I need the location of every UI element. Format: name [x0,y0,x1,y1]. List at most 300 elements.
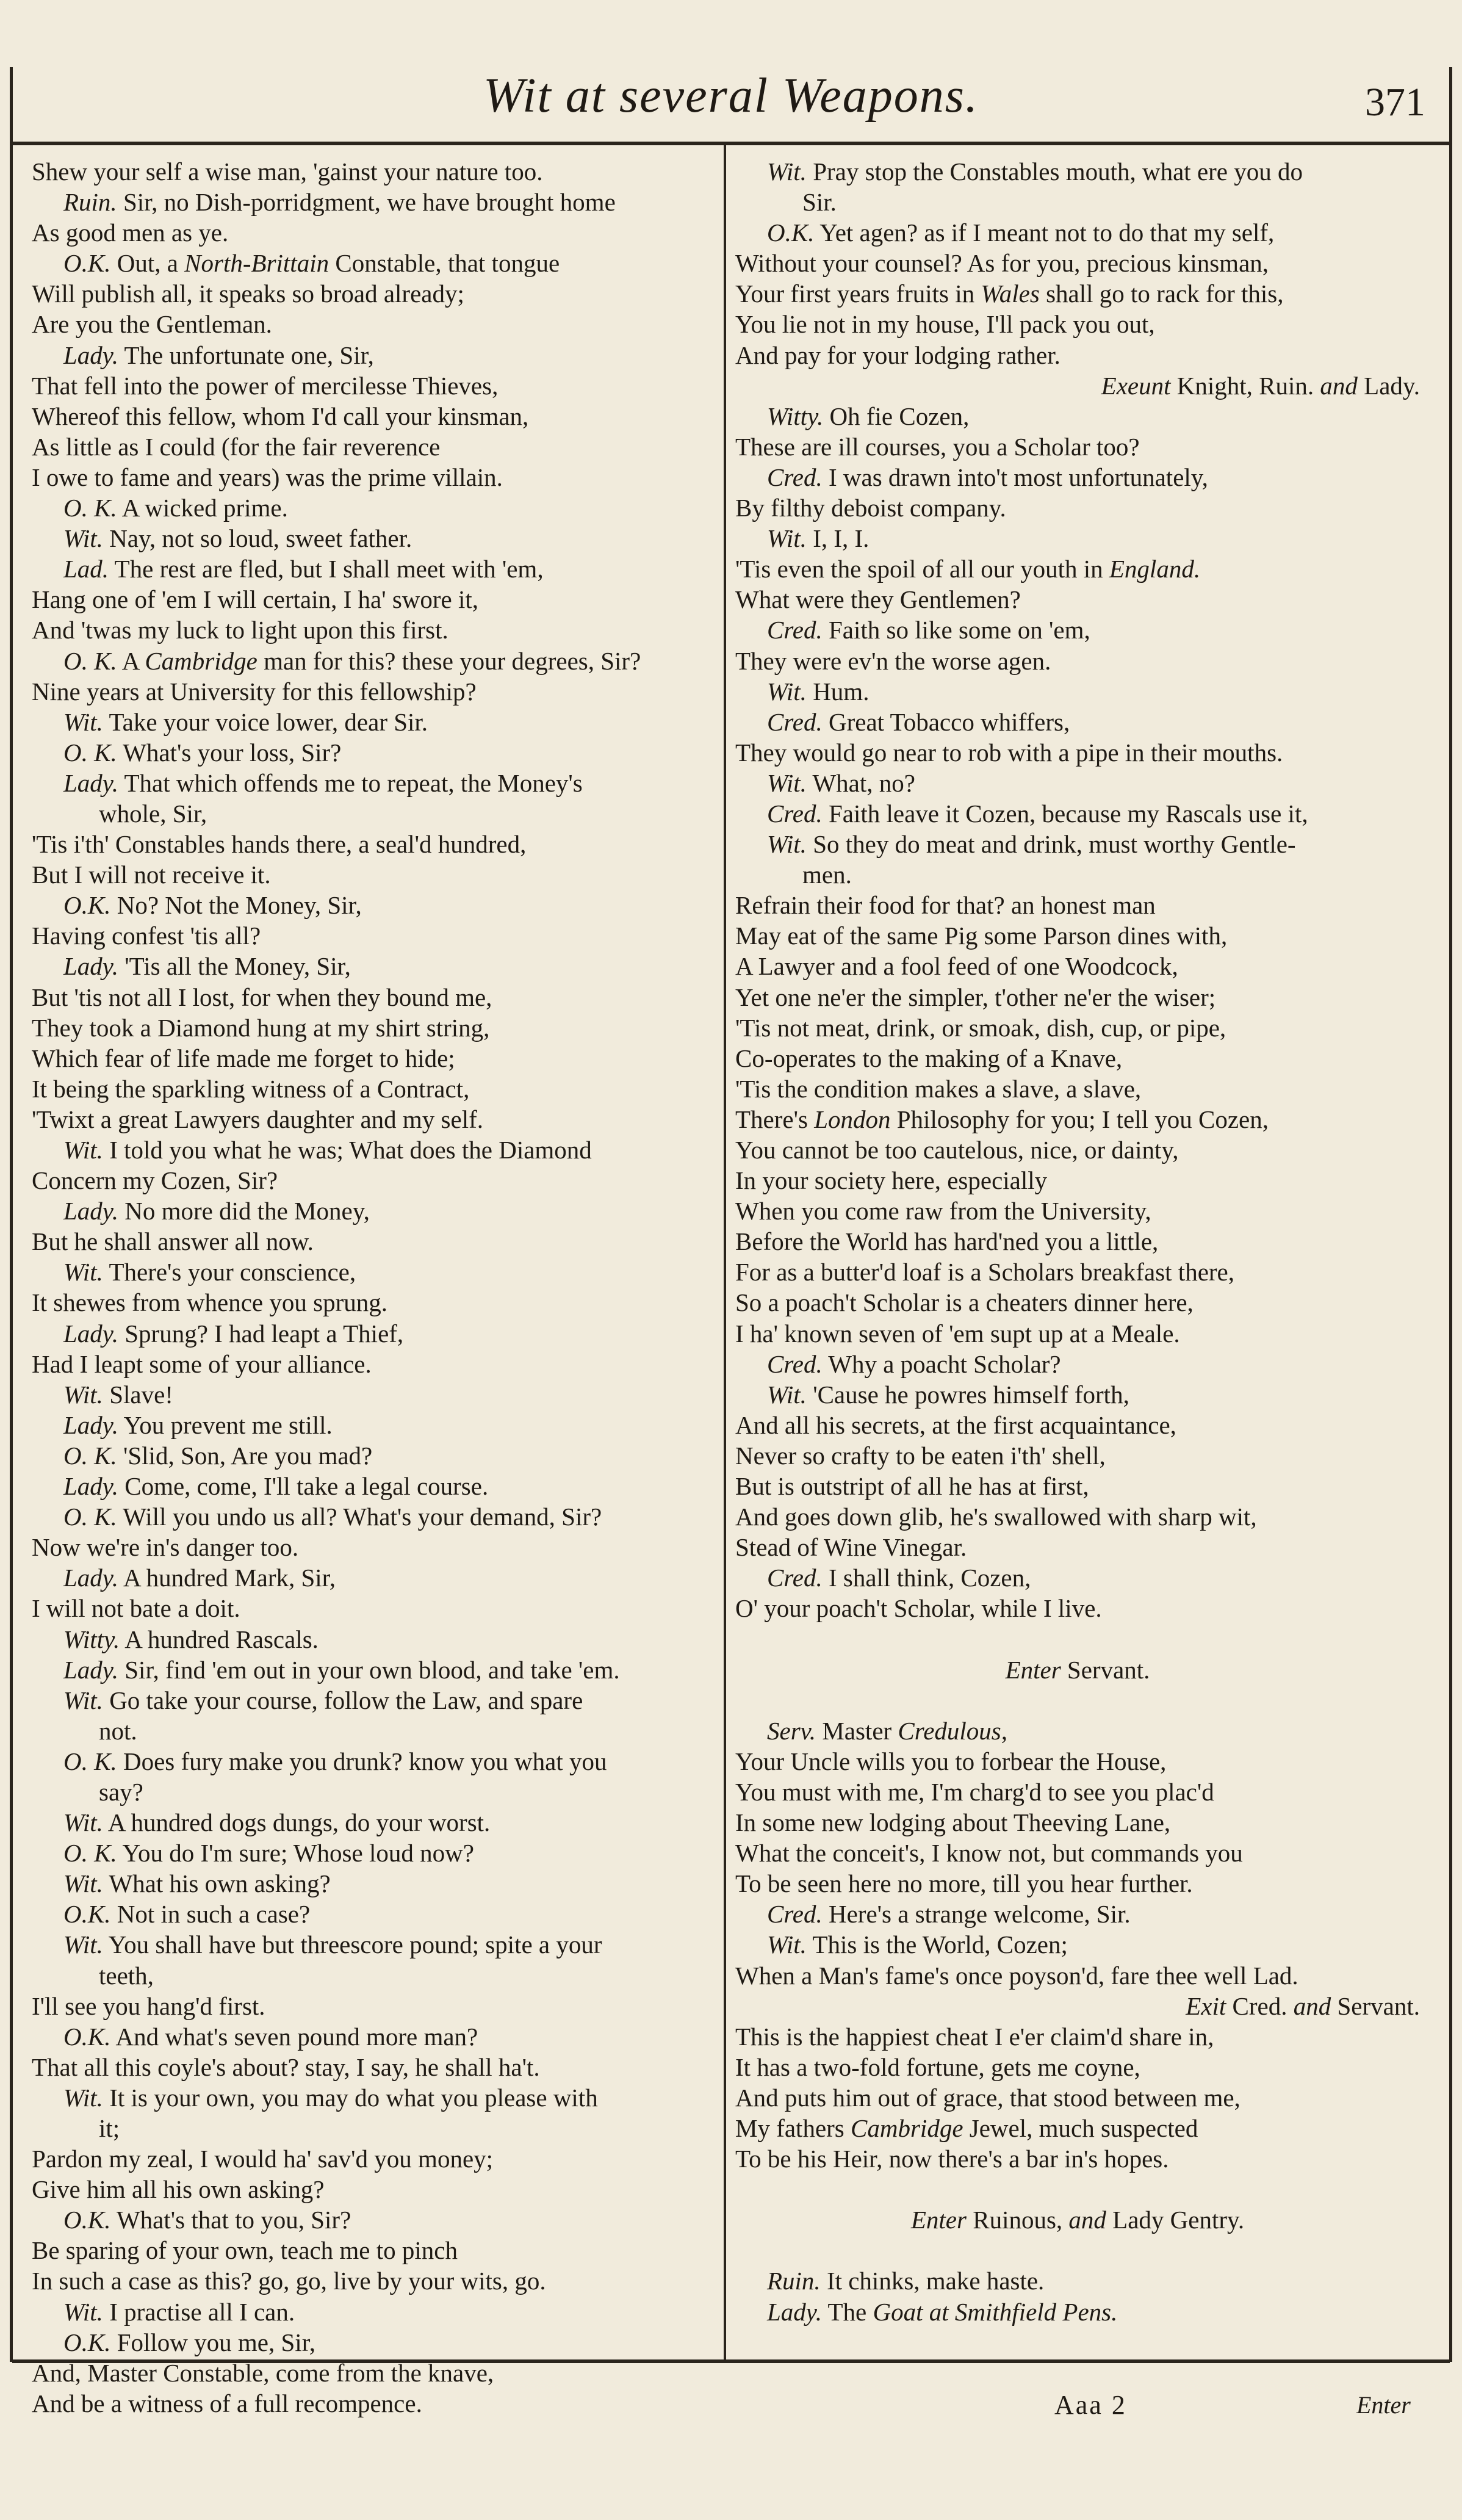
line-text: Refrain their food for that? an honest man [735,891,1156,920]
text-line [32,829,715,859]
text-line [32,1440,715,1471]
line-text: Nine years at University for this fellowship? [32,677,477,706]
speaker-name: Cred. [767,799,823,828]
line-text: Follow you me, Sir, [110,2328,315,2356]
blank-line [735,2235,1420,2265]
line-text: Before the World has hard'ned you a little, [735,1227,1159,1256]
italic-text: and [1068,2206,1106,2234]
text-line [735,2113,1420,2143]
line-text: For as a butter'd loaf is a Scholars breakfast there, [735,1258,1234,1287]
italic-text: Credulous, [898,1716,1007,1745]
text-line [735,1349,1420,1379]
line-text: So they do meat and drink, must worthy Gentle- [806,830,1296,859]
line-text: Servant. [1060,1655,1150,1684]
speaker-name: Wit. [63,2297,103,2326]
line-text: A hundred dogs dungs, do your worst. [103,1808,491,1837]
line-text: I'll see you hang'd first. [32,1991,265,2020]
line-text: Yet one ne'er the simpler, t'other ne'er the wiser; [735,983,1216,1011]
text-line [32,1501,715,1532]
text-line [735,1593,1420,1623]
line-text: You must with me, I'm charg'd to see you plac'd [735,1777,1214,1806]
line-text: Nay, not so loud, sweet father. [103,524,412,553]
line-text: These are ill courses, you a Scholar too? [735,432,1140,461]
line-text: May eat of the same Pig some Parson dines with, [735,922,1228,950]
italic-text: North-Brittain [184,249,329,278]
text-line [32,462,715,493]
text-line [32,1410,715,1440]
speaker-name: Lady. [63,1472,118,1501]
text-line [32,523,715,554]
speaker-name: O.K. [63,891,111,920]
line-text: Master [816,1716,898,1745]
text-line [735,1379,1420,1410]
text-line [735,309,1420,339]
speaker-name: Lady. [63,1564,118,1592]
speaker-name: Serv. [767,1716,816,1745]
line-text: Knight, Ruin. [1170,371,1320,400]
text-line [735,1043,1420,1074]
text-line [32,982,715,1013]
line-text: Servant. [1331,1991,1420,2020]
text-line [735,2265,1420,2296]
speaker-name: Ruin. [63,188,117,217]
line-text: In some new lodging about Theeving Lane, [735,1808,1171,1837]
line-text: As little as I could (for the fair reverence [32,432,441,461]
text-line [32,1868,715,1899]
line-text: In such a case as this? go, go, live by your wits, go. [32,2267,546,2295]
speaker-name: O.K. [63,249,111,278]
line-text: That all this coyle's about? stay, I say, he shall ha't. [32,2052,540,2081]
line-text: You do I'm sure; Whose loud now? [117,1839,474,1868]
text-line [735,278,1420,309]
speaker-name: Wit. [63,1686,103,1714]
line-text: Concern my Cozen, Sir? [32,1166,278,1195]
header-rule [12,142,1450,145]
text-line [32,1135,715,1165]
line-text: Take your voice lower, dear Sir. [103,707,428,736]
text-line [32,2358,715,2388]
line-text: Will you undo us all? What's your demand, Sir? [117,1503,602,1531]
line-text: And all his secrets, at the first acquaintance, [735,1410,1176,1439]
line-text: teeth, [99,1961,154,1990]
text-line [735,1960,1420,1991]
text-line [32,370,715,401]
line-text: That fell into the power of mercilesse Thieves, [32,371,499,400]
line-text: The unfortunate one, Sir, [118,341,374,369]
line-text: A wicked prime. [117,494,288,522]
speaker-name: O. K. [63,1503,117,1531]
line-text: They took a Diamond hung at my shirt string, [32,1013,490,1042]
text-line [735,2143,1420,2174]
line-text: They were ev'n the worse agen. [735,646,1051,675]
text-line [32,1899,715,1929]
line-text: Cred. [1226,1991,1294,2020]
text-line [735,676,1420,707]
speaker-name: O. K. [63,1839,117,1868]
line-text: But 'tis not all I lost, for when they bound me, [32,983,492,1011]
line-text: Pardon my zeal, I would ha' sav'd you money; [32,2145,494,2173]
line-text: Not in such a case? [110,1900,311,1929]
text-line [32,1716,715,1746]
speaker-name: Wit. [63,1258,103,1287]
text-line [735,646,1420,676]
text-line [32,1838,715,1868]
text-line [735,1899,1420,1929]
line-text: Slave! [103,1380,173,1409]
text-line [735,859,1420,890]
line-text: It chinks, make haste. [820,2267,1045,2295]
line-text: Will publish all, it speaks so broad already; [32,280,464,308]
speaker-name: Wit. [63,2083,103,2112]
line-text: It is your own, you may do what you please with [103,2083,598,2112]
line-text: Here's a strange welcome, Sir. [822,1900,1131,1929]
text-line [32,1593,715,1623]
text-line [32,890,715,920]
line-text: What's your loss, Sir? [117,738,342,767]
text-line [32,2327,715,2358]
text-line [32,1777,715,1807]
line-text: That which offends me to repeat, the Money's [118,768,583,797]
text-line [735,1135,1420,1165]
line-text: As good men as ye. [32,218,229,247]
text-line [32,1379,715,1410]
text-line [735,768,1420,798]
italic-text: Cambridge [851,2114,963,2142]
speaker-name: Witty. [767,402,824,430]
line-text: Never so crafty to be eaten i'th' shell, [735,1441,1106,1470]
text-line [32,951,715,981]
italic-text: England. [1109,555,1201,583]
text-line [32,1746,715,1777]
text-line [735,1501,1420,1532]
line-text: 'Twixt a great Lawyers daughter and my self. [32,1105,483,1133]
text-line [32,1104,715,1135]
line-text: Go take your course, follow the Law, and spare [103,1686,583,1714]
stage-direction [735,2204,1420,2235]
text-line [735,1165,1420,1196]
italic-text: and [1293,1991,1331,2020]
line-text: Sir, find 'em out in your own blood, and take 'em. [118,1655,620,1684]
line-text: I owe to fame and years) was the prime villain. [32,463,503,491]
line-text: 'Tis i'th' Constables hands there, a seal'd hundred, [32,830,527,859]
line-text: The rest are fled, but I shall meet with 'em, [109,555,544,583]
line-text: And 'twas my luck to light upon this first. [32,616,448,644]
running-title: Wit at several Weapons. [483,69,979,123]
line-text: Does fury make you drunk? know you what you [117,1747,607,1775]
text-line [735,2082,1420,2113]
line-text: Out, a [110,249,185,278]
text-line [32,798,715,829]
text-line [32,737,715,768]
line-text: Now we're in's danger too. [32,1533,299,1562]
text-line [735,707,1420,737]
italic-text: Enter [910,2206,967,2234]
text-line [32,2021,715,2052]
text-line [32,1532,715,1562]
text-line [32,646,715,676]
line-text: Hum. [806,677,870,706]
line-text: Having confest 'tis all? [32,922,261,950]
text-line [735,523,1420,554]
line-text: To be his Heir, now there's a bar in's hopes. [735,2145,1169,2173]
line-text: What's that to you, Sir? [110,2206,351,2234]
speaker-name: Lady. [63,768,118,797]
line-text: Come, come, I'll take a legal course. [118,1472,489,1501]
line-text: A [117,646,145,675]
line-text: You prevent me still. [118,1410,333,1439]
italic-text: Exeunt [1101,371,1171,400]
speaker-name: Wit. [63,1808,103,1837]
text-line [735,2021,1420,2052]
text-line [32,493,715,523]
line-text: And be a witness of a full recompence. [32,2389,422,2417]
speaker-name: Lady. [63,952,118,981]
speaker-name: Wit. [767,1930,807,1959]
line-text: They would go near to rob with a pipe in their mouths. [735,738,1283,767]
stage-direction [735,1991,1420,2021]
speaker-name: O. K. [63,494,117,522]
text-line [735,920,1420,951]
line-text: Whereof this fellow, whom I'd call your kinsman, [32,402,529,430]
line-text: I will not bate a doit. [32,1594,240,1623]
text-line [735,1074,1420,1104]
line-text: It being the sparkling witness of a Contract, [32,1074,470,1103]
signature-mark: Aaa 2 [1054,2390,1127,2420]
line-text: not. [99,1716,137,1745]
line-text: You cannot be too cautelous, nice, or dainty, [735,1136,1179,1164]
text-line [32,2052,715,2082]
line-text: What, no? [806,768,915,797]
speaker-name: O.K. [63,2328,111,2356]
text-line [32,1471,715,1501]
line-text: But I will not receive it. [32,861,271,889]
line-text: I, I, I. [806,524,870,553]
line-text: whole, Sir, [99,799,207,828]
text-line [32,309,715,339]
speaker-name: Cred. [767,463,823,491]
line-text: What were they Gentlemen? [735,585,1021,614]
text-line [32,554,715,584]
text-line [735,1440,1420,1471]
speaker-name: Wit. [767,157,807,186]
line-text: Lady Gentry. [1106,2206,1245,2234]
text-line [32,1685,715,1716]
text-line [32,2204,715,2235]
text-line [735,493,1420,523]
text-line [735,2052,1420,2082]
text-line [32,2143,715,2174]
text-line [32,156,715,187]
line-text: And, Master Constable, come from the knave, [32,2358,494,2387]
line-text: Stead of Wine Vinegar. [735,1533,967,1562]
text-line [735,1746,1420,1777]
line-text: You lie not in my house, I'll pack you out, [735,310,1155,339]
speaker-name: O.K. [63,2022,111,2051]
speaker-name: Lady. [63,341,118,369]
line-text: Philosophy for you; I tell you Cozen, [890,1105,1269,1133]
line-text: And puts him out of grace, that stood between me, [735,2083,1241,2112]
speaker-name: Lady. [767,2297,822,2326]
line-text: 'Tis all the Money, Sir, [118,952,351,981]
line-text: Co-operates to the making of a Knave, [735,1044,1123,1072]
text-line [735,431,1420,462]
text-line [32,1624,715,1655]
text-line [735,554,1420,584]
line-text: And pay for your lodging rather. [735,341,1060,369]
speaker-name: Wit. [767,1380,807,1409]
text-line [735,615,1420,645]
line-text: When you come raw from the University, [735,1197,1151,1226]
line-text: O' your poach't Scholar, while I live. [735,1594,1102,1623]
line-text: I shall think, Cozen, [822,1564,1031,1592]
line-text: What the conceit's, I know not, but commands you [735,1839,1243,1868]
text-line [735,1318,1420,1349]
speaker-name: Cred. [767,616,823,644]
line-text: No more did the Money, [118,1197,370,1226]
text-line [32,401,715,431]
line-text: Yet agen? as if I meant not to do that my self, [814,218,1275,247]
speaker-name: Wit. [63,1380,103,1409]
text-line [32,1562,715,1593]
line-text: Faith leave it Cozen, because my Rascals use it, [822,799,1308,828]
text-line [735,217,1420,248]
speaker-name: O. K. [63,1747,117,1775]
text-line [32,217,715,248]
line-text: A Lawyer and a fool feed of one Woodcock, [735,952,1178,981]
text-line [32,615,715,645]
text-line [735,1410,1420,1440]
text-line [32,1226,715,1257]
right-text-column [735,156,1420,2327]
speaker-name: Lad. [63,555,109,583]
text-line [32,187,715,217]
speaker-name: O.K. [767,218,815,247]
line-text: But he shall answer all now. [32,1227,314,1256]
line-text: There's your conscience, [103,1258,356,1287]
text-line [32,2082,715,2113]
speaker-name: Lady. [63,1319,118,1348]
speaker-name: Witty. [63,1625,120,1653]
line-text: There's [735,1105,815,1133]
text-line [32,859,715,890]
text-line [735,829,1420,859]
line-text: By filthy deboist company. [735,494,1006,522]
line-text: I told you what he was; What does the Diamond [103,1136,592,1164]
text-line [32,1165,715,1196]
speaker-name: Wit. [63,1136,103,1164]
text-line [735,798,1420,829]
text-line [32,1929,715,1960]
blank-line [735,1624,1420,1655]
italic-text: Enter [1005,1655,1061,1684]
text-line [735,1196,1420,1226]
text-line [32,1196,715,1226]
text-line [32,431,715,462]
text-line [32,584,715,615]
text-line [735,156,1420,187]
line-text: 'Cause he powres himself forth, [806,1380,1129,1409]
line-text: Jewel, much suspected [963,2114,1198,2142]
text-line [735,2297,1420,2327]
column-divider [724,145,726,2359]
line-text: When a Man's fame's once poyson'd, fare thee well Lad. [735,1961,1298,1990]
text-line [735,1471,1420,1501]
text-line [32,1991,715,2021]
line-text: Faith so like some on 'em, [822,616,1090,644]
line-text: 'Tis even the spoil of all our youth in [735,555,1109,583]
text-line [32,340,715,370]
text-line [735,737,1420,768]
line-text: And goes down glib, he's swallowed with sharp wit, [735,1503,1257,1531]
left-text-column [32,156,715,2419]
line-text: What his own asking? [103,1869,331,1898]
line-text: 'Slid, Son, Are you mad? [117,1441,373,1470]
speaker-name: Cred. [767,1564,823,1592]
line-text: Had I leapt some of your alliance. [32,1349,372,1378]
left-border-rule [10,67,13,2362]
text-line [32,676,715,707]
text-line [735,462,1420,493]
blank-line [735,1685,1420,1716]
text-line [32,1074,715,1104]
italic-text: and [1320,371,1358,400]
line-text: A hundred Mark, Sir, [118,1564,336,1592]
line-text: I practise all I can. [103,2297,295,2326]
line-text: My fathers [735,2114,851,2142]
speaker-name: O.K. [63,2206,111,2234]
page-number: 371 [1365,80,1425,125]
line-text: Without your counsel? As for you, precious kinsman, [735,249,1269,278]
italic-text: Cambridge [145,646,257,675]
text-line [32,1349,715,1379]
line-text: Pray stop the Constables mouth, what ere you do [806,157,1303,186]
speaker-name: Wit. [767,677,807,706]
line-text: Are you the Gentleman. [32,310,272,339]
line-text: I ha' known seven of 'em supt up at a Meale. [735,1319,1180,1348]
line-text: I was drawn into't most unfortunately, [822,463,1208,491]
speaker-name: O. K. [63,1441,117,1470]
text-line [32,1655,715,1685]
line-text: Your Uncle wills you to forbear the House, [735,1747,1167,1775]
line-text: To be seen here no more, till you hear further. [735,1869,1193,1898]
text-line [32,278,715,309]
italic-text: Goat at Smithfield Pens. [873,2297,1118,2326]
line-text: Your first years fruits in [735,280,981,308]
italic-text: London [814,1105,891,1133]
text-line [735,1562,1420,1593]
italic-text: Exit [1186,1991,1226,2020]
line-text: Hang one of 'em I will certain, I ha' swore it, [32,585,479,614]
text-line [735,1807,1420,1838]
line-text: Oh fie Cozen, [823,402,970,430]
text-line [32,1960,715,1991]
line-text: The [822,2297,873,2326]
speaker-name: Ruin. [767,2267,821,2295]
text-line [735,248,1420,278]
text-line [32,1257,715,1287]
text-line [32,2297,715,2327]
text-line [735,1226,1420,1257]
text-line [735,1532,1420,1562]
text-line [735,982,1420,1013]
speaker-name: Wit. [767,768,807,797]
speaker-name: Cred. [767,1349,823,1378]
text-line [735,187,1420,217]
line-text: 'Tis the condition makes a slave, a slave, [735,1074,1142,1103]
line-text: You shall have but threescore pound; spite a your [103,1930,602,1959]
speaker-name: Cred. [767,1900,823,1929]
line-text: Shew your self a wise man, 'gainst your nature too. [32,157,543,186]
